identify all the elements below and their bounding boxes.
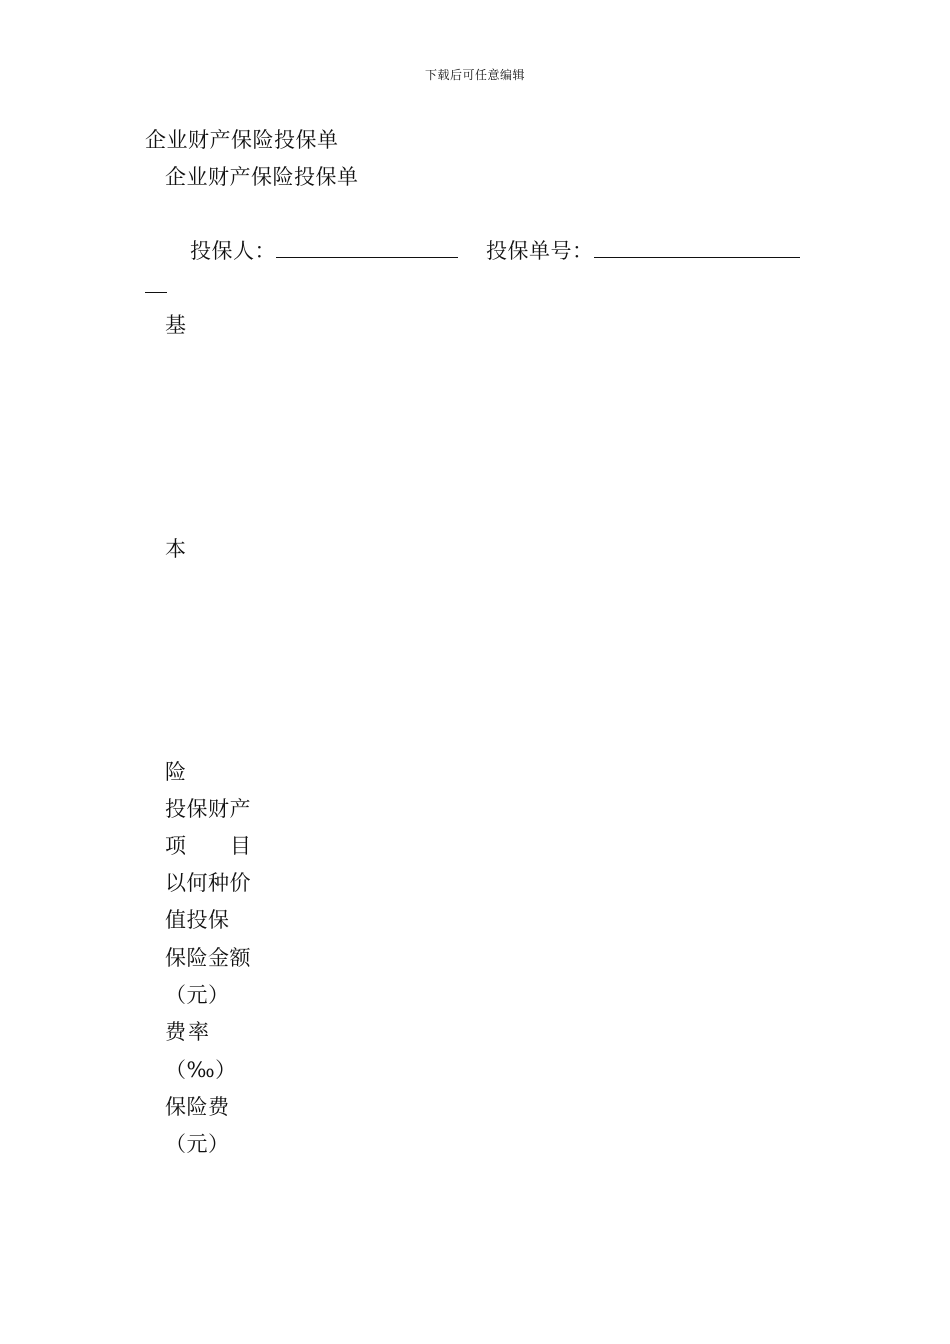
- document-title: 企业财产保险投保单: [145, 128, 339, 152]
- label-valuation-basis-line2: 值投保: [165, 908, 230, 932]
- label-valuation-basis-line1: 以何种价: [165, 871, 251, 895]
- page-header-note: 下载后可任意编辑: [424, 68, 525, 82]
- heading-char-ji: 基: [165, 313, 187, 337]
- applicant-field: [190, 235, 458, 265]
- document-subtitle: 企业财产保险投保单: [165, 165, 359, 189]
- label-premium: 保险费: [165, 1095, 230, 1119]
- applicant-label: 投保人：: [190, 239, 276, 263]
- label-premium-unit: （元）: [165, 1132, 230, 1156]
- policy-number-field: [486, 235, 800, 265]
- policy-number-blank-continuation: [145, 292, 167, 293]
- label-insured-property: 投保财产: [165, 797, 251, 821]
- heading-char-xian: 险: [165, 760, 187, 784]
- policy-number-blank: [594, 238, 800, 258]
- heading-char-ben: 本: [165, 537, 187, 561]
- label-rate: 费率: [165, 1020, 211, 1044]
- label-item: 项目: [165, 834, 295, 858]
- label-sum-insured: 保险金额: [165, 946, 251, 970]
- label-rate-unit: （‰）: [165, 1058, 237, 1082]
- policy-number-label: 投保单号：: [486, 239, 594, 263]
- applicant-blank: [276, 238, 458, 258]
- label-sum-insured-unit: （元）: [165, 983, 230, 1007]
